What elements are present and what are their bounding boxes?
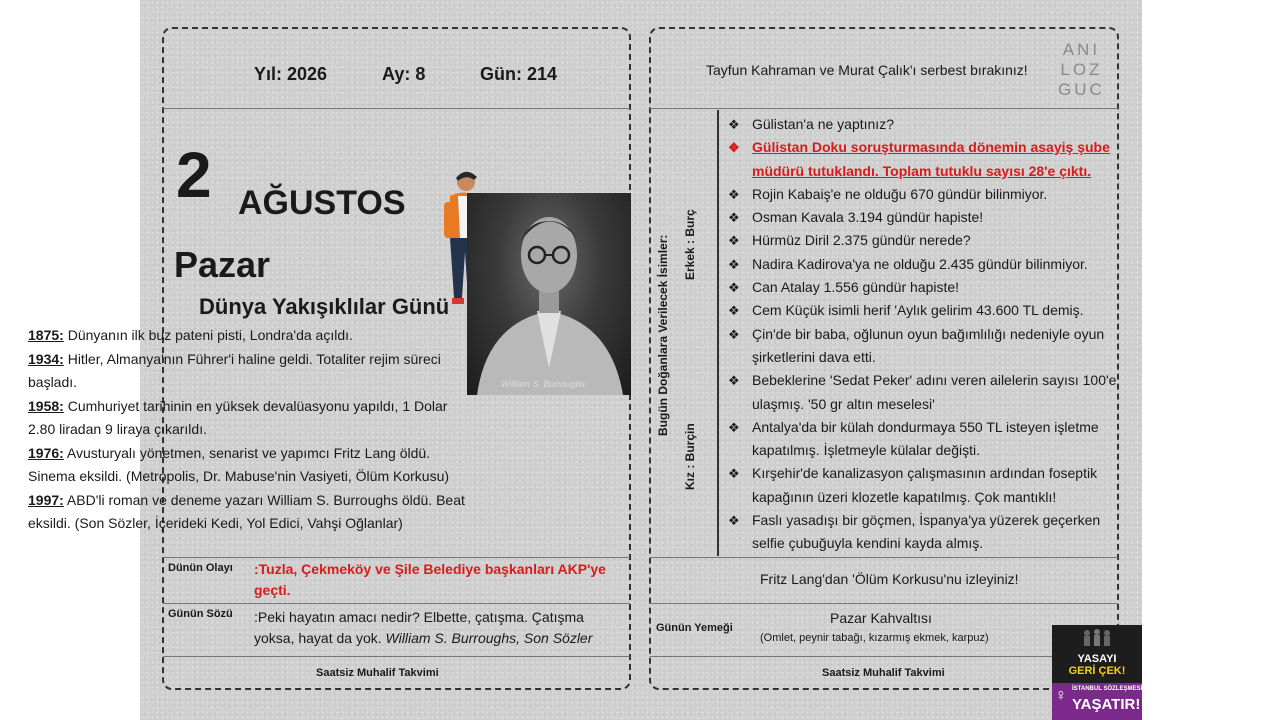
divider bbox=[650, 603, 1118, 604]
quote-author: William S. Burroughs, Son Sözler bbox=[385, 630, 593, 646]
event-item: 1875: Dünyanın ilk buz pateni pisti, Londra'da açıldı. bbox=[28, 327, 353, 343]
divider bbox=[650, 108, 1118, 109]
left-footer: Saatsiz Muhalif Takvimi bbox=[316, 667, 439, 679]
film-recommendation: Fritz Lang'dan 'Ölüm Korkusu'nu izleyiniz! bbox=[760, 571, 1019, 587]
news-item: ❖ Çin'de bir baba, oğlunun oyun bağımlılığı nedeniyle oyun şirketlerini dava etti. bbox=[728, 325, 1105, 365]
portrait-figure bbox=[467, 193, 631, 395]
news-item: ❖ Nadira Kadirova'ya ne olduğu 2.435 gündür bilinmiyor. bbox=[728, 255, 1088, 272]
burroughs-photo bbox=[467, 193, 631, 395]
right-footer: Saatsiz Muhalif Takvimi bbox=[822, 667, 945, 679]
divider bbox=[163, 557, 630, 558]
divider bbox=[163, 603, 630, 604]
special-day-title: Dünya Yakışıklılar Günü bbox=[199, 294, 450, 319]
news-item: ❖ Kırşehir'de kanalizasyon çalışmasının ardından foseptik kapağının üzeri klozetle kapatılmış. Çok mantıklı! bbox=[728, 465, 1098, 505]
food-label: Günün Yemeği bbox=[656, 622, 733, 634]
divider bbox=[650, 557, 1118, 558]
protest-silhouette-icon bbox=[1077, 628, 1117, 646]
badge-banner bbox=[1052, 683, 1142, 720]
history-events bbox=[28, 324, 473, 536]
istanbul-convention-badge bbox=[1052, 625, 1142, 720]
event-item: 1958: Cumhuriyet tarihinin en yüksek devalüasyonu yapıldı, 1 Dolar 2.80 liradan 9 liraya çıkarıldı. bbox=[28, 397, 448, 437]
month-name: AĞUSTOS bbox=[238, 184, 406, 222]
divider bbox=[163, 108, 630, 109]
news-item: ❖ Bebeklerine 'Sedat Peker' adını veren ailelerin sayısı 100'e ulaşmış. '50 gr altın meselesi' bbox=[728, 372, 1117, 412]
event-item: 1997: ABD'li roman ve deneme yazarı William S. Burroughs öldü. Beat eksildi. (Son Sözler, İçerideki Kedi, Yol Edici, Vahşi Oğlanlar) bbox=[28, 491, 465, 531]
quote-text: :Peki hayatın amacı nedir? Elbette, çatışma. Çatışma yoksa, hayat da yok. bbox=[254, 609, 584, 646]
weekday: Pazar bbox=[174, 244, 271, 285]
news-list bbox=[720, 113, 1118, 556]
news-item: ❖ Can Atalay 1.556 gündür hapiste! bbox=[728, 279, 960, 296]
event-label: Dünün Olayı bbox=[168, 562, 233, 574]
year-label: Yıl: 2026 bbox=[254, 64, 328, 84]
divider bbox=[163, 656, 630, 657]
event-item: 1976: Avusturyalı yönetmen, senarist ve yapımcı Fritz Lang öldü. Sinema eksildi. (Metropolis, Dr. Mabuse'nin Vasiyeti, Ölüm Korkusu) bbox=[28, 444, 450, 484]
aniloz-logo: ANI LOZ GUC bbox=[1058, 40, 1105, 99]
news-item: ❖ Gülistan'a ne yaptınız? bbox=[728, 116, 894, 132]
news-item: ❖ Faslı yasadışı bir göçmen, İspanya'ya yüzerek geçerken selfie çubuğuyla kendini kayda almış. bbox=[728, 512, 1101, 552]
month-number-label: Ay: 8 bbox=[382, 64, 426, 84]
day-number-label: Gün: 214 bbox=[480, 64, 558, 84]
food-detail: (Omlet, peynir tabağı, kızarmış ekmek, karpuz) bbox=[760, 632, 989, 644]
news-item: ❖ Cem Küçük isimli herif 'Aylık gelirim 43.600 TL demiş. bbox=[728, 302, 1084, 319]
vertical-divider bbox=[717, 110, 719, 556]
girl-name: Kız : Burçin bbox=[683, 423, 697, 490]
badge-line-2: GERİ ÇEK! bbox=[1068, 665, 1126, 677]
boy-name: Erkek : Burç bbox=[683, 209, 697, 280]
names-title: Bugün Doğanlara Verilecek İsimler: bbox=[656, 234, 670, 436]
badge-line-1: YASAYI bbox=[1077, 653, 1117, 665]
divider bbox=[650, 656, 1118, 657]
headline: Tayfun Kahraman ve Murat Çalık'ı serbest bırakınız! bbox=[706, 62, 1028, 78]
event-item: 1934: Hitler, Almanya'nın Führer'i haline geldi. Totaliter rejim süreci başladı. bbox=[28, 350, 441, 390]
photo-caption: William S. Burroughs bbox=[501, 379, 585, 389]
quote-block bbox=[254, 607, 614, 649]
yesterday-event: :Tuzla, Çekmeköy ve Şile Belediye başkanları AKP'ye geçti. bbox=[254, 561, 606, 598]
news-item: ❖ Hürmüz Diril 2.375 gündür nerede? bbox=[728, 232, 971, 249]
female-symbol-icon: ♀ bbox=[1055, 687, 1067, 704]
news-item-highlight: ❖ Gülistan Doku soruşturmasında dönemin asayiş şube müdürü tutuklandı. Toplam tutuklu sayısı 28'e çıktı. bbox=[728, 139, 1110, 179]
news-item: ❖ Antalya'da bir külah dondurmaya 550 TL isteyen işletme kapatılmış. İşletmeyle külalar değişti. bbox=[728, 418, 1099, 459]
day-number: 2 bbox=[176, 139, 212, 211]
news-item: ❖ Osman Kavala 3.194 gündür hapiste! bbox=[728, 209, 984, 226]
food-title: Pazar Kahvaltısı bbox=[830, 610, 932, 626]
quote-label: Günün Sözü bbox=[168, 608, 233, 620]
badge-line-4: YAŞATIR! bbox=[1072, 696, 1141, 713]
badge-line-3: İSTANBUL SÖZLEŞMESİ bbox=[1072, 686, 1143, 692]
news-item: ❖ Rojin Kabaiş'e ne olduğu 670 gündür bilinmiyor. bbox=[728, 185, 1048, 202]
